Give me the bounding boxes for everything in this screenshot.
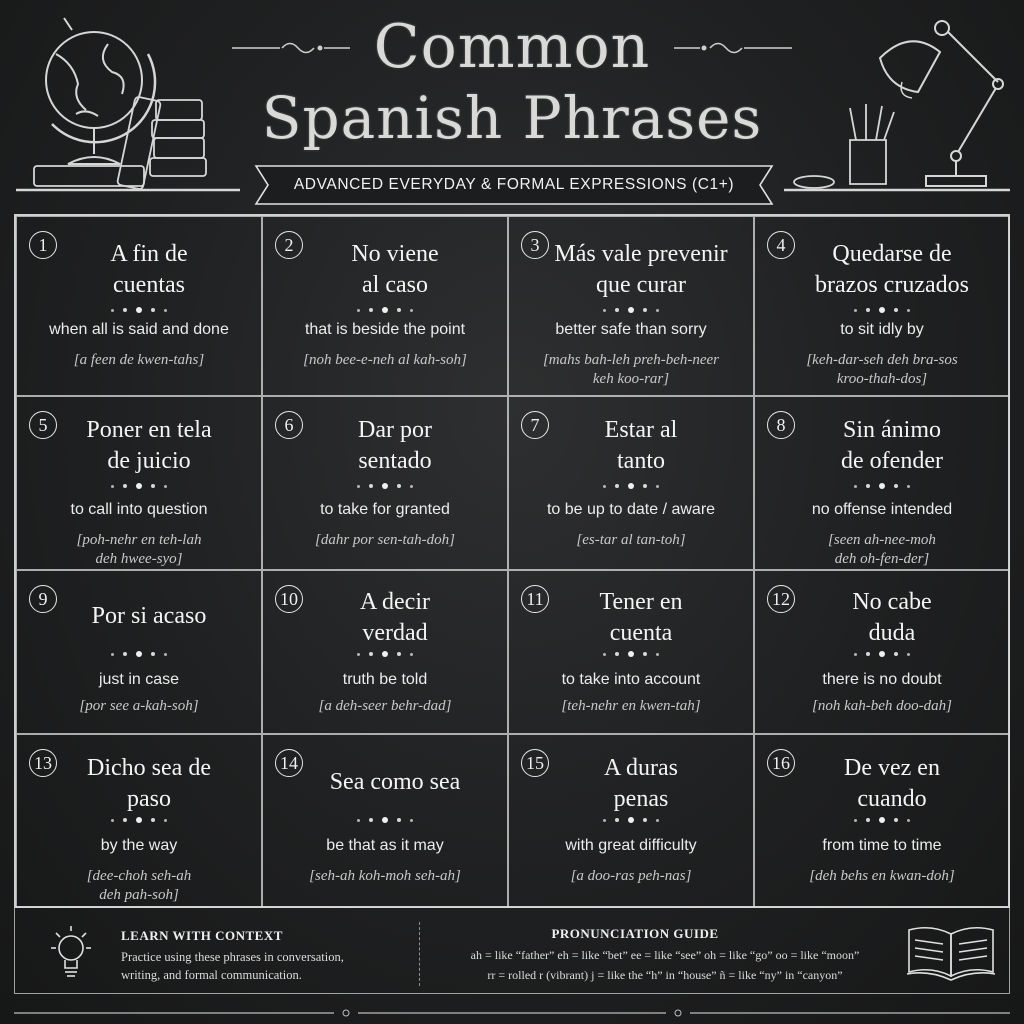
phrase-pronunciation: [a deh-seer behr-dad] (318, 698, 452, 714)
dot-divider (263, 305, 507, 315)
books-icon (16, 96, 240, 190)
phrase-number: 3 (521, 231, 549, 259)
pronunciation-guide-line-2: rr = rolled r (vibrant) j = like the “h” in “house” ñ = like “ny” in “canyon” (487, 968, 843, 982)
dot-divider (17, 815, 261, 825)
pronunciation-guide-title: PRONUNCIATION GUIDE (551, 926, 719, 941)
phrase-meaning: when all is said and done (49, 321, 229, 338)
desk-lamp-icon (784, 12, 1014, 200)
dot-divider (755, 305, 1009, 315)
phrase-card (16, 396, 262, 570)
dot-divider (263, 649, 507, 659)
phrase-pronunciation: [es-tar al tan-toh] (576, 532, 686, 548)
phrase-pronunciation: [noh bee-e-neh al kah-soh] (303, 352, 467, 368)
lightbulb-icon (43, 922, 99, 984)
learn-with-context-line-1: Practice using these phrases in conversation, (121, 950, 344, 964)
dot-divider (263, 815, 507, 825)
subtitle: ADVANCED EVERYDAY & FORMAL EXPRESSIONS (C1+) (293, 176, 735, 193)
page-title-line-2: Spanish Phrases (261, 84, 763, 152)
dot-divider (509, 481, 753, 491)
pencil-cup-icon (784, 104, 1010, 190)
phrase-text: Poner en tela de juicio (86, 417, 212, 474)
phrase-pronunciation: [por see a-kah-soh] (79, 698, 199, 714)
phrase-meaning: to sit idly by (840, 321, 924, 338)
phrase-meaning: that is beside the point (304, 321, 466, 338)
right-flourish-icon (672, 36, 792, 60)
phrase-pronunciation: [a doo-ras peh-nas] (570, 868, 692, 884)
phrase-number: 11 (521, 585, 549, 613)
phrase-meaning: from time to time (822, 837, 942, 854)
phrase-pronunciation: [mahs bah-leh preh-beh-neer keh koo-rar] (542, 352, 720, 387)
phrase-meaning: be that as it may (326, 837, 444, 854)
phrase-card (754, 396, 1010, 570)
phrase-number: 12 (767, 585, 795, 613)
dot-divider (263, 481, 507, 491)
dot-divider (755, 481, 1009, 491)
phrase-meaning: to be up to date / aware (546, 501, 716, 518)
phrase-text: No viene al caso (351, 241, 439, 298)
phrase-number: 15 (521, 749, 549, 777)
phrase-meaning: truth be told (342, 671, 428, 688)
phrase-text: Sea como sea (329, 769, 461, 795)
phrase-pronunciation: [teh-nehr en kwen-tah] (561, 698, 701, 714)
phrase-meaning: to take into account (561, 671, 701, 688)
learn-with-context-title: LEARN WITH CONTEXT (121, 928, 283, 943)
dot-divider (17, 305, 261, 315)
phrase-pronunciation: [seen ah-nee-moh deh oh-fen-der] (828, 532, 936, 567)
phrase-meaning: there is no doubt (822, 671, 942, 688)
phrase-text: De vez en cuando (844, 755, 940, 812)
phrase-grid (14, 214, 1010, 908)
phrase-pronunciation: [deh behs en kwan-doh] (809, 868, 955, 884)
phrase-number: 8 (767, 411, 795, 439)
left-flourish-icon (232, 36, 352, 60)
phrase-pronunciation: [poh-nehr en teh-lah deh hwee-syo] (76, 532, 202, 567)
dot-divider (17, 481, 261, 491)
phrase-number: 9 (29, 585, 57, 613)
phrase-number: 10 (275, 585, 303, 613)
phrase-number: 4 (767, 231, 795, 259)
phrase-text: Tener en cuenta (599, 589, 683, 646)
globe-icon (16, 14, 246, 200)
dot-divider (17, 649, 261, 659)
dot-divider (755, 649, 1009, 659)
open-book-icon (905, 922, 997, 982)
dot-divider (509, 649, 753, 659)
learn-with-context-line-2: writing, and formal communication. (121, 968, 302, 982)
phrase-text: No cabe duda (852, 589, 932, 646)
phrase-pronunciation: [noh kah-beh doo-dah] (812, 698, 952, 714)
phrase-text: Por si acaso (91, 603, 207, 629)
phrase-text: A fin de cuentas (110, 241, 188, 298)
phrase-card (754, 216, 1010, 396)
phrase-text: A decir verdad (360, 589, 430, 646)
dot-divider (755, 815, 1009, 825)
phrase-card (508, 216, 754, 396)
phrase-text: Quedarse de brazos cruzados (815, 241, 969, 298)
phrase-card (262, 216, 508, 396)
phrase-meaning: to call into question (70, 501, 208, 518)
phrase-meaning: just in case (98, 671, 180, 688)
phrase-meaning: by the way (100, 837, 178, 854)
phrase-card (16, 570, 262, 734)
phrase-number: 16 (767, 749, 795, 777)
pronunciation-guide-line-1: ah = like “father” eh = like “bet” ee = like “see” oh = like “go” oo = like “moon” (470, 948, 860, 962)
phrase-pronunciation: [a feen de kwen-tahs] (73, 352, 205, 368)
phrase-card (262, 570, 508, 734)
dot-divider (509, 305, 753, 315)
phrase-pronunciation: [dee-choh seh-ah deh pah-soh] (86, 868, 192, 903)
phrase-card (754, 570, 1010, 734)
footer-divider (419, 922, 420, 986)
bottom-ornament-icon (14, 1006, 1010, 1020)
phrase-number: 1 (29, 231, 57, 259)
phrase-card (262, 734, 508, 908)
phrase-meaning: with great difficulty (565, 837, 697, 854)
page-title-line-1: Common (373, 12, 651, 82)
footer (14, 908, 1010, 994)
phrase-number: 5 (29, 411, 57, 439)
phrase-text: A duras penas (604, 755, 678, 812)
phrase-number: 2 (275, 231, 303, 259)
phrase-number: 14 (275, 749, 303, 777)
header (0, 0, 1024, 210)
phrase-card (754, 734, 1010, 908)
phrase-number: 7 (521, 411, 549, 439)
phrase-card (508, 734, 754, 908)
phrase-card (508, 570, 754, 734)
phrase-text: Sin ánimo de ofender (841, 417, 943, 474)
phrase-pronunciation: [keh-dar-seh deh bra-sos kroo-thah-dos] (806, 352, 958, 387)
phrase-text: Dicho sea de paso (87, 755, 211, 812)
phrase-text: Estar al tanto (604, 417, 678, 474)
phrase-meaning: to take for granted (320, 501, 450, 518)
phrase-meaning: better safe than sorry (555, 321, 707, 338)
phrase-card (16, 216, 262, 396)
phrase-number: 13 (29, 749, 57, 777)
dot-divider (509, 815, 753, 825)
phrase-number: 6 (275, 411, 303, 439)
phrase-meaning: no offense intended (811, 501, 953, 518)
phrase-text: Dar por sentado (358, 417, 432, 474)
phrase-card (508, 396, 754, 570)
phrase-card (262, 396, 508, 570)
phrase-pronunciation: [dahr por sen-tah-doh] (314, 532, 455, 548)
phrase-pronunciation: [seh-ah koh-moh seh-ah] (309, 868, 461, 884)
phrase-card (16, 734, 262, 908)
phrase-text: Más vale prevenir que curar (554, 241, 728, 298)
